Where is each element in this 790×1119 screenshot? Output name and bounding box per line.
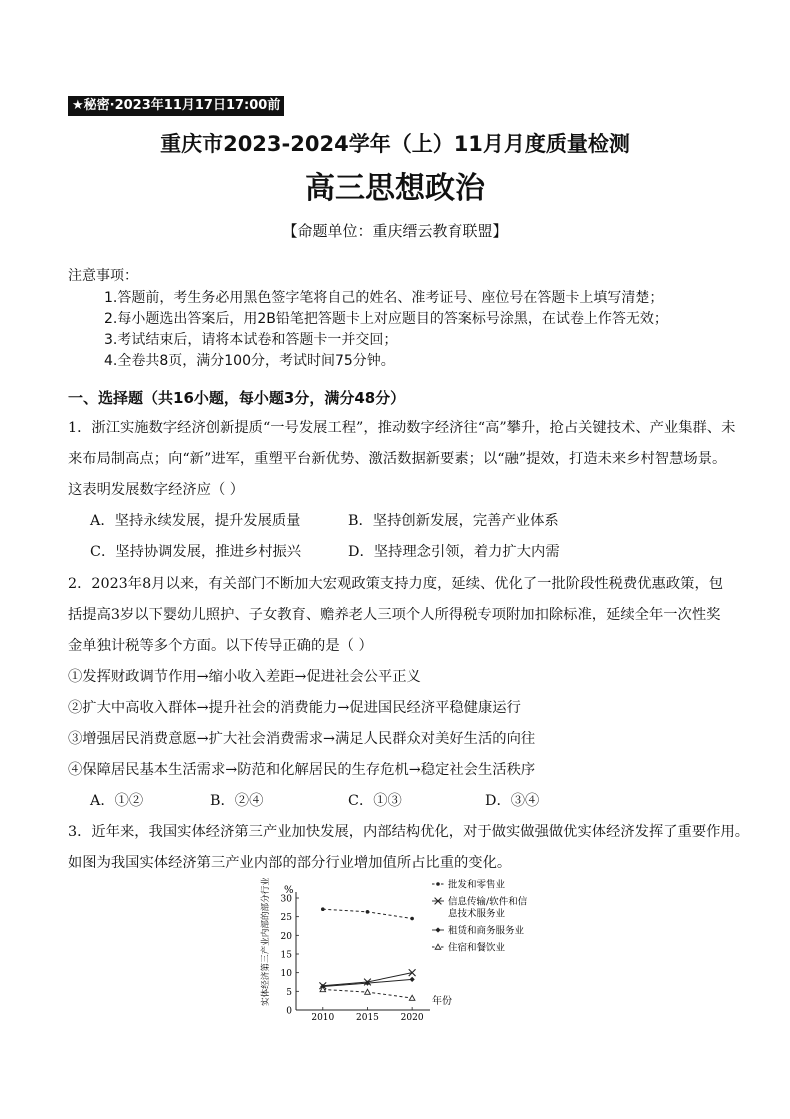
q3-line-1: 3．近年来，我国实体经济第三产业加快发展，内部结构优化，对于做实做强做优实体经济发挥了重要作用。 [68, 824, 750, 840]
q2-option-c: C．①③ [348, 793, 402, 809]
x-tick-label: 2020 [400, 1013, 424, 1023]
notice-item-3: 3.考试结束后，请将本试卷和答题卡一并交回； [104, 332, 398, 348]
q1-line-1: 1．浙江实施数字经济创新提质“一号发展工程”，推动数字经济往“高”攀升，抢占关键技术、产业集群、未 [68, 420, 736, 436]
y-tick-label: 0 [286, 1006, 292, 1017]
x-axis-label: 年份 [432, 996, 452, 1007]
q2-option-d: D．③④ [485, 793, 540, 809]
series-4-point [365, 989, 371, 994]
q2-option-b: B．②④ [210, 793, 264, 809]
series-1-point [366, 910, 370, 914]
y-tick-label: 20 [280, 931, 292, 942]
q1-option-c: C．坚持协调发展，推进乡村振兴 [90, 544, 302, 560]
q2-line-1: 2．2023年8月以来，有关部门不断加大宏观政策支持力度，延续、优化了一批阶段性税费优惠政策，包 [68, 576, 724, 592]
series-1-point [410, 917, 414, 921]
q1-line-3: 这表明发展数字经济应（ ） [68, 482, 245, 498]
series-3-point [410, 977, 415, 982]
q1-line-2: 来布局制高点；向“新”进军，重塑平台新优势、激活数据新要素；以“融”提效，打造未来乡村智慧场景。 [68, 451, 727, 467]
q2-option-a: A．①② [90, 793, 144, 809]
legend-label-3: 租赁和商务服务业 [448, 925, 525, 937]
y-tick-label: 30 [280, 894, 292, 905]
legend-marker-4 [435, 944, 441, 949]
series-4-point [409, 995, 415, 1000]
q2-statement-1: ①发挥财政调节作用→缩小收入差距→促进社会公平正义 [68, 669, 421, 685]
legend-label-2: 信息传输/软件和信息技术服务业 [448, 896, 528, 920]
y-tick-label: 5 [286, 987, 292, 998]
series-1-point [321, 907, 325, 911]
y-tick-label: 15 [280, 950, 292, 961]
notice-item-2: 2.每小题选出答案后，用2B铅笔把答题卡上对应题目的答案标号涂黑，在试卷上作答无效； [104, 311, 668, 327]
section-heading: 一、选择题（共16小题，每小题3分，满分48分） [68, 389, 406, 407]
q2-statement-3: ③增强居民消费意愿→扩大社会消费需求→满足人民群众对美好生活的向往 [68, 731, 536, 747]
q1-option-d: D．坚持理念引领，着力扩大内需 [348, 544, 560, 560]
y-tick-label: 25 [280, 913, 292, 924]
confidential-tag: ★秘密·2023年11月17日17:00前 [68, 96, 284, 116]
subject-title: 高三思想政治 [305, 171, 485, 206]
notice-item-4: 4.全卷共8页，满分100分，考试时间75分钟。 [104, 353, 395, 369]
q2-line-2: 括提高3岁以下婴幼儿照护、子女教育、赡养老人三项个人所得税专项附加扣除标准，延续全年一次性奖 [68, 607, 721, 623]
y-tick-label: 10 [280, 969, 292, 980]
y-unit-label: % [284, 885, 294, 896]
q3-chart [250, 878, 550, 1027]
notice-item-1: 1.答题前，考生务必用黑色签字笔将自己的姓名、准考证号、座位号在答题卡上填写清楚； [104, 290, 664, 306]
y-axis-label: 实体经济第三产业内部的部分行业增加值所占比重 [261, 878, 271, 1006]
q2-statement-4: ④保障居民基本生活需求→防范和化解居民的生存危机→稳定社会生活秩序 [68, 762, 536, 778]
q2-line-3: 金单独计税等多个方面。以下传导正确的是（ ） [68, 638, 373, 654]
q1-option-b: B．坚持创新发展，完善产业体系 [348, 513, 559, 529]
q3-line-2: 如图为我国实体经济第三产业内部的部分行业增加值所占比重的变化。 [68, 855, 512, 871]
legend-label-1: 批发和零售业 [448, 879, 506, 891]
x-tick-label: 2015 [356, 1013, 379, 1023]
x-tick-label: 2010 [311, 1013, 335, 1023]
legend-marker-1 [436, 882, 440, 886]
legend-marker-3 [435, 927, 440, 932]
q1-option-a: A．坚持永续发展，提升发展质量 [90, 513, 301, 529]
issuing-unit: 【命题单位：重庆缙云教育联盟】 [282, 222, 508, 240]
exam-title: 重庆市2023-2024学年（上）11月月度质量检测 [160, 132, 630, 156]
q2-statement-2: ②扩大中高收入群体→提升社会的消费能力→促进国民经济平稳健康运行 [68, 700, 521, 716]
notice-heading: 注意事项： [68, 268, 138, 284]
legend-label-4: 住宿和餐饮业 [448, 942, 506, 954]
